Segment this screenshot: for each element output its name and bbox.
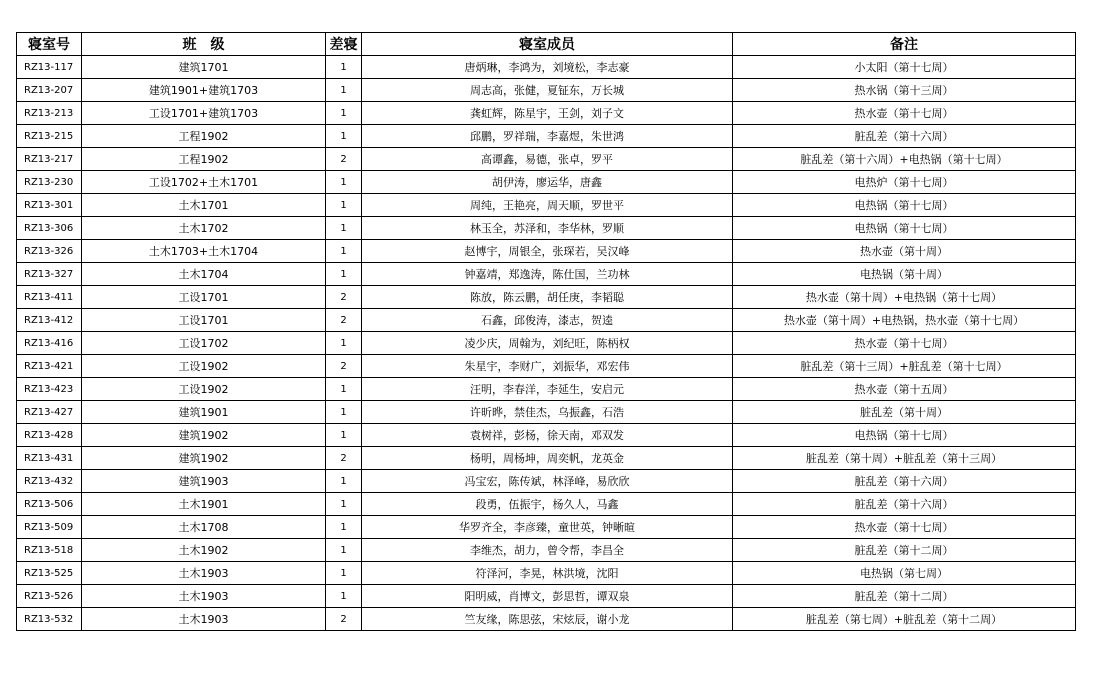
cell-room: RZ13-217: [17, 148, 82, 171]
cell-count: 2: [326, 286, 362, 309]
cell-class: 工设1702+土木1701: [82, 171, 326, 194]
cell-count: 2: [326, 608, 362, 631]
cell-count: 1: [326, 539, 362, 562]
cell-room: RZ13-432: [17, 470, 82, 493]
cell-class: 工程1902: [82, 125, 326, 148]
table-row: [17, 493, 1076, 516]
cell-members: 赵博宇，周银全，张琛若，吴汉峰: [362, 240, 733, 263]
cell-room: RZ13-518: [17, 539, 82, 562]
cell-members: 袁树祥，彭杨，徐天南，邓双发: [362, 424, 733, 447]
header-class: 班 级: [82, 33, 326, 56]
cell-count: 1: [326, 493, 362, 516]
cell-room: RZ13-423: [17, 378, 82, 401]
cell-members: 杨明，周杨坤，周奕帆，龙英金: [362, 447, 733, 470]
cell-count: 1: [326, 470, 362, 493]
cell-room: RZ13-326: [17, 240, 82, 263]
cell-remarks: 热水壶（第十周）+电热锅，热水壶（第十七周）: [733, 309, 1076, 332]
cell-class: 建筑1901+建筑1703: [82, 79, 326, 102]
cell-class: 工设1902: [82, 355, 326, 378]
cell-class: 土木1902: [82, 539, 326, 562]
header-remarks: 备注: [733, 33, 1076, 56]
cell-room: RZ13-207: [17, 79, 82, 102]
cell-class: 土木1903: [82, 608, 326, 631]
cell-room: RZ13-213: [17, 102, 82, 125]
cell-count: 1: [326, 217, 362, 240]
cell-count: 1: [326, 516, 362, 539]
cell-members: 周纯，王艳亮，周天顺，罗世平: [362, 194, 733, 217]
cell-members: 许昕晔，禁佳杰，乌振鑫，石浩: [362, 401, 733, 424]
cell-members: 林玉全，苏泽和，李华林，罗顺: [362, 217, 733, 240]
cell-class: 工设1701: [82, 309, 326, 332]
table-row: [17, 263, 1076, 286]
cell-count: 1: [326, 171, 362, 194]
table-row: [17, 171, 1076, 194]
cell-class: 土木1708: [82, 516, 326, 539]
header-count: 差寝: [326, 33, 362, 56]
cell-class: 工设1701+建筑1703: [82, 102, 326, 125]
cell-room: RZ13-427: [17, 401, 82, 424]
cell-count: 2: [326, 355, 362, 378]
cell-remarks: 电热锅（第十七周）: [733, 424, 1076, 447]
cell-room: RZ13-506: [17, 493, 82, 516]
table-row: [17, 424, 1076, 447]
cell-room: RZ13-411: [17, 286, 82, 309]
cell-members: 唐炳琳，李鸿为，刘境松，李志豪: [362, 56, 733, 79]
table-row: [17, 585, 1076, 608]
cell-remarks: 脏乱差（第十周）+脏乱差（第十三周）: [733, 447, 1076, 470]
cell-class: 工设1902: [82, 378, 326, 401]
cell-count: 1: [326, 332, 362, 355]
cell-remarks: 热水壶（第十五周）: [733, 378, 1076, 401]
cell-count: 1: [326, 240, 362, 263]
cell-class: 土木1903: [82, 562, 326, 585]
table-row: [17, 562, 1076, 585]
cell-members: 陈放，陈云鹏，胡任庚，李韬聪: [362, 286, 733, 309]
cell-class: 土木1703+土木1704: [82, 240, 326, 263]
cell-members: 汪明，李春洋，李延生，安启元: [362, 378, 733, 401]
cell-members: 周志高，张健，夏钲东，万长城: [362, 79, 733, 102]
cell-remarks: 电热锅（第十七周）: [733, 194, 1076, 217]
cell-remarks: 热水壶（第十七周）: [733, 516, 1076, 539]
cell-members: 竺友缘，陈思弦，宋炫辰，谢小龙: [362, 608, 733, 631]
cell-members: 符泽河，李晃，林洪境，沈阳: [362, 562, 733, 585]
cell-class: 土木1903: [82, 585, 326, 608]
cell-remarks: 热水锅（第十三周）: [733, 79, 1076, 102]
cell-room: RZ13-230: [17, 171, 82, 194]
table-row: [17, 309, 1076, 332]
cell-remarks: 热水壶（第十周）+电热锅（第十七周）: [733, 286, 1076, 309]
cell-count: 2: [326, 148, 362, 171]
cell-members: 华罗齐全，李彦臻，童世英，钟晰暄: [362, 516, 733, 539]
cell-count: 1: [326, 194, 362, 217]
table-row: [17, 608, 1076, 631]
cell-members: 石鑫，邱俊涛，漆志，贺逵: [362, 309, 733, 332]
cell-remarks: 电热锅（第十周）: [733, 263, 1076, 286]
cell-remarks: 热水壶（第十七周）: [733, 332, 1076, 355]
cell-members: 钟嘉靖，郑逸涛，陈仕国，兰功林: [362, 263, 733, 286]
table-row: [17, 148, 1076, 171]
cell-remarks: 小太阳（第十七周）: [733, 56, 1076, 79]
cell-members: 龚虹辉，陈星宇，王剑，刘子文: [362, 102, 733, 125]
table-row: [17, 401, 1076, 424]
cell-remarks: 电热炉（第十七周）: [733, 171, 1076, 194]
table-row: [17, 56, 1076, 79]
cell-members: 邱鹏，罗祥瑞，李嘉煜，朱世鸿: [362, 125, 733, 148]
cell-count: 1: [326, 263, 362, 286]
dormitory-table: [16, 32, 1076, 631]
table-row: [17, 217, 1076, 240]
cell-class: 建筑1701: [82, 56, 326, 79]
cell-room: RZ13-117: [17, 56, 82, 79]
cell-count: 1: [326, 401, 362, 424]
cell-room: RZ13-525: [17, 562, 82, 585]
cell-members: 凌少庆，周翰为，刘纪旺，陈柄权: [362, 332, 733, 355]
cell-room: RZ13-327: [17, 263, 82, 286]
cell-remarks: 热水壶（第十周）: [733, 240, 1076, 263]
table-row: [17, 378, 1076, 401]
cell-remarks: 脏乱差（第十六周）: [733, 493, 1076, 516]
cell-remarks: 脏乱差（第七周）+脏乱差（第十二周）: [733, 608, 1076, 631]
cell-members: 段勇，伍振宇，杨久人，马鑫: [362, 493, 733, 516]
cell-remarks: 电热锅（第七周）: [733, 562, 1076, 585]
cell-remarks: 脏乱差（第十二周）: [733, 585, 1076, 608]
cell-room: RZ13-215: [17, 125, 82, 148]
cell-remarks: 脏乱差（第十三周）+脏乱差（第十七周）: [733, 355, 1076, 378]
table-row: [17, 79, 1076, 102]
cell-class: 土木1704: [82, 263, 326, 286]
cell-class: 工程1902: [82, 148, 326, 171]
table-row: [17, 332, 1076, 355]
cell-remarks: 脏乱差（第十二周）: [733, 539, 1076, 562]
cell-room: RZ13-526: [17, 585, 82, 608]
cell-count: 2: [326, 447, 362, 470]
cell-remarks: 热水壶（第十七周）: [733, 102, 1076, 125]
cell-room: RZ13-412: [17, 309, 82, 332]
cell-members: 朱星宇，李财广，刘振华，邓宏伟: [362, 355, 733, 378]
cell-members: 阳明威，肖博文，彭思哲，谭双泉: [362, 585, 733, 608]
table-row: [17, 102, 1076, 125]
cell-class: 土木1901: [82, 493, 326, 516]
table-row: [17, 539, 1076, 562]
header-members: 寝室成员: [362, 33, 733, 56]
cell-count: 1: [326, 562, 362, 585]
cell-count: 1: [326, 79, 362, 102]
cell-class: 土木1702: [82, 217, 326, 240]
cell-count: 1: [326, 102, 362, 125]
cell-room: RZ13-532: [17, 608, 82, 631]
table-row: [17, 355, 1076, 378]
cell-members: 李维杰，胡力，曾令帮，李昌全: [362, 539, 733, 562]
cell-class: 建筑1903: [82, 470, 326, 493]
cell-class: 工设1701: [82, 286, 326, 309]
cell-members: 胡伊涛，廖运华，唐鑫: [362, 171, 733, 194]
cell-remarks: 脏乱差（第十六周）: [733, 470, 1076, 493]
header-row: [17, 33, 1076, 56]
cell-count: 1: [326, 585, 362, 608]
cell-count: 2: [326, 309, 362, 332]
cell-remarks: 脏乱差（第十六周）: [733, 125, 1076, 148]
table-body: [17, 56, 1076, 631]
cell-remarks: 脏乱差（第十六周）+电热锅（第十七周）: [733, 148, 1076, 171]
table-row: [17, 470, 1076, 493]
cell-room: RZ13-431: [17, 447, 82, 470]
table-row: [17, 286, 1076, 309]
cell-class: 工设1702: [82, 332, 326, 355]
cell-count: 1: [326, 424, 362, 447]
cell-room: RZ13-306: [17, 217, 82, 240]
header-room: 寝室号: [17, 33, 82, 56]
cell-count: 1: [326, 378, 362, 401]
cell-room: RZ13-421: [17, 355, 82, 378]
table-row: [17, 125, 1076, 148]
cell-class: 建筑1902: [82, 424, 326, 447]
cell-room: RZ13-509: [17, 516, 82, 539]
cell-class: 土木1701: [82, 194, 326, 217]
cell-class: 建筑1901: [82, 401, 326, 424]
cell-room: RZ13-428: [17, 424, 82, 447]
cell-members: 冯宝宏，陈传斌，林泽峰，易欣欣: [362, 470, 733, 493]
cell-class: 建筑1902: [82, 447, 326, 470]
table-row: [17, 240, 1076, 263]
cell-room: RZ13-416: [17, 332, 82, 355]
table-row: [17, 516, 1076, 539]
cell-remarks: 电热锅（第十七周）: [733, 217, 1076, 240]
cell-count: 1: [326, 125, 362, 148]
cell-members: 高谭鑫，易德，张卓，罗平: [362, 148, 733, 171]
cell-remarks: 脏乱差（第十周）: [733, 401, 1076, 424]
table-row: [17, 194, 1076, 217]
table-row: [17, 447, 1076, 470]
cell-count: 1: [326, 56, 362, 79]
cell-room: RZ13-301: [17, 194, 82, 217]
